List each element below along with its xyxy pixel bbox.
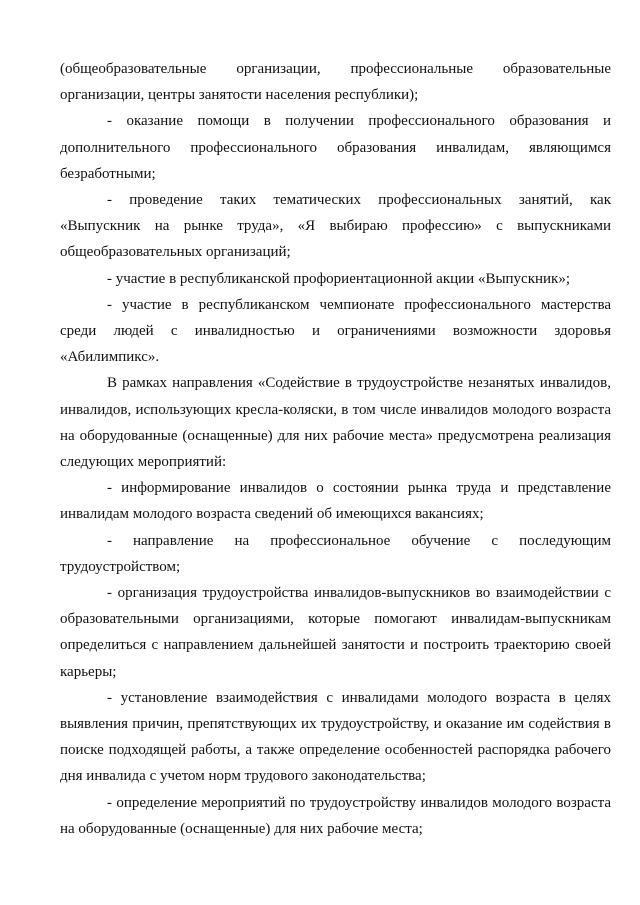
section-intro-paragraph: В рамках направления «Содействие в трудоустройстве незанятых инвалидов, инвалидов, использующих кресла-коляски, в том числе инвалидов молодого возраста на оборудованные (оснащенные) для них рабочие места» предусмотрена реализация следующих мероприятий: [60, 375, 611, 471]
list-item-interaction: - установление взаимодействия с инвалидами молодого возраста в целях выявления причин, препятствующих их трудоустройству, и оказание им содействия в поиске подходящей работы, а также определение особенностей распорядка рабочего дня инвалида с учетом норм трудового законодательства; [60, 689, 611, 785]
list-item-graduate-employment: - организация трудоустройства инвалидов-выпускников во взаимодействии с образовательными организациями, которые помогают инвалидам-выпускникам определиться с направлением дальнейшей занятости и построить траекторию своей карьеры; [60, 585, 611, 680]
list-item-informing: - информирование инвалидов о состоянии рынка труда и представление инвалидам молодого возраста сведений об имеющихся вакансиях; [60, 480, 611, 523]
list-item-workplace-measures: - определение мероприятий по трудоустройству инвалидов молодого возраста на оборудованные (оснащенные) для них рабочие места; [60, 794, 611, 837]
list-item-education-help: - оказание помощи в получении профессионального образования и дополнительного профессионального образования инвалидам, являющимся безработными; [60, 113, 611, 182]
list-item-training-referral: - направление на профессиональное обучение с последующим трудоустройством; [60, 532, 611, 575]
list-item-thematic-classes: - проведение таких тематических профессиональных занятий, как «Выпускник на рынке труда», «Я выбираю профессию» с выпускниками общеобразовательных организаций; [60, 192, 611, 261]
list-item-graduate-action: - участие в республиканской профориентационной акции «Выпускник»; [107, 270, 571, 287]
document-page [60, 56, 611, 842]
list-item-abilympics: - участие в республиканском чемпионате профессионального мастерства среди людей с инвалидностью и ограничениями возможности здоровья «Абилимпикс». [60, 296, 611, 366]
paragraph-continuation: (общеобразовательные организации, профессиональные образовательные организации, центры занятости населения республики); [60, 61, 611, 104]
